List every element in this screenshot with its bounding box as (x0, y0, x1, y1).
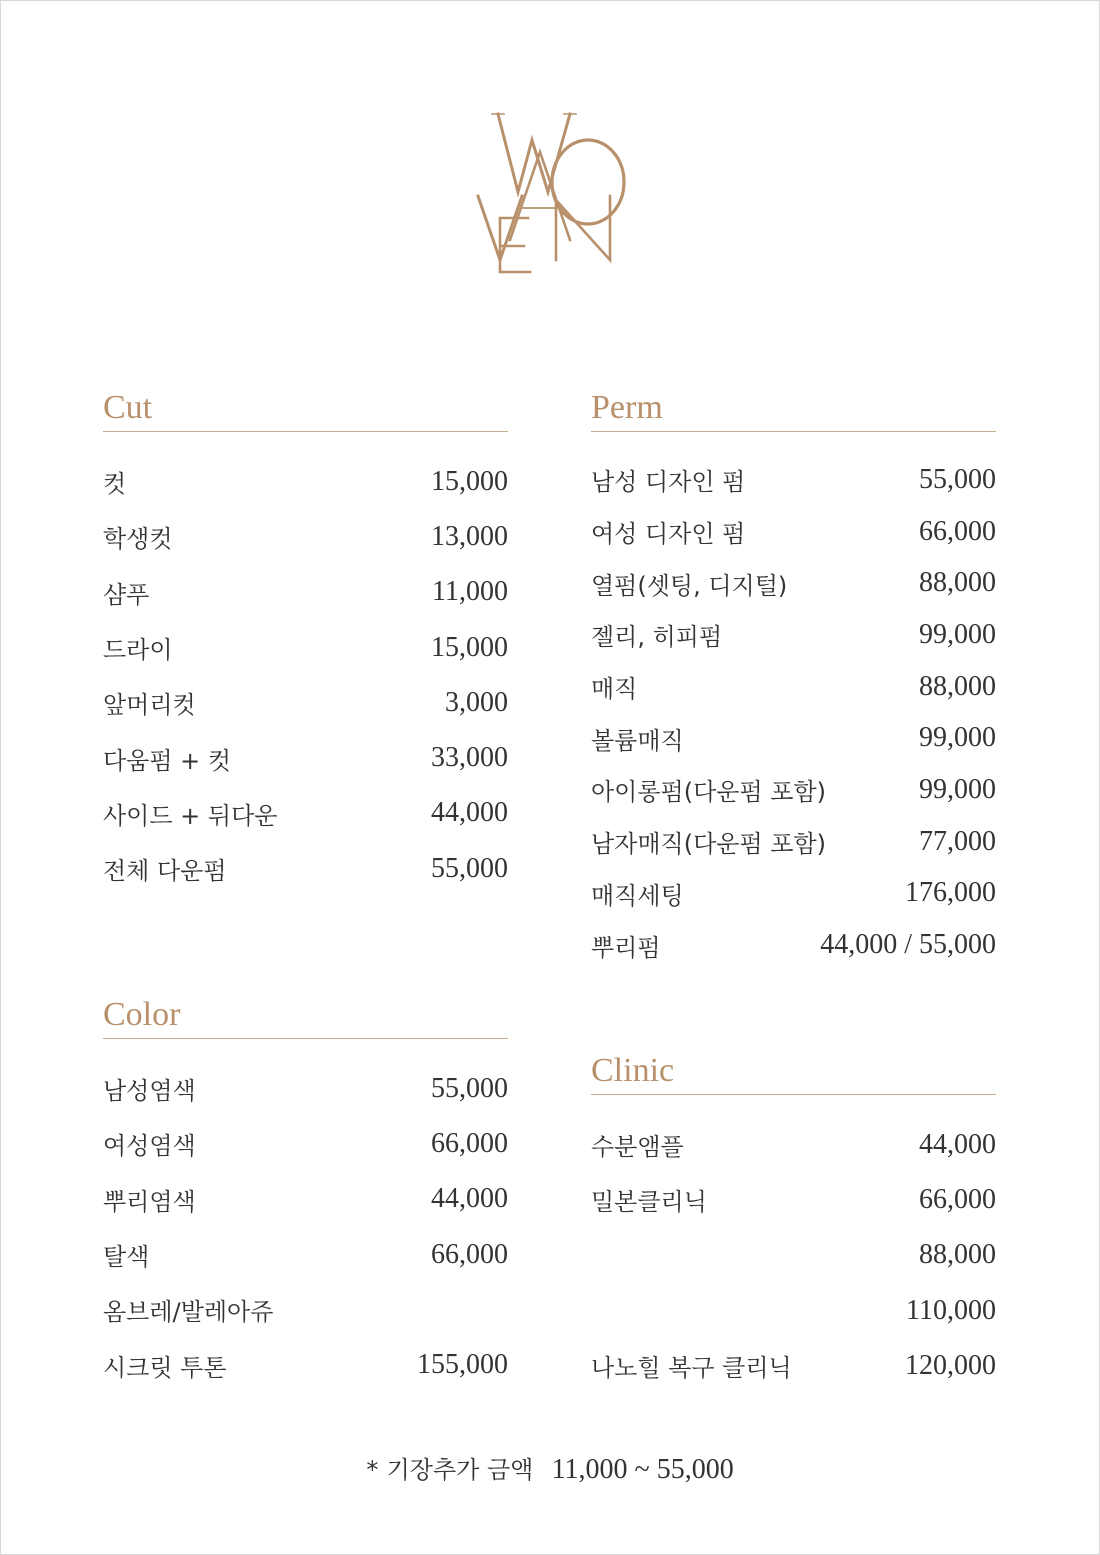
service-price: 44,000 / 55,000 (820, 929, 996, 961)
price-row (591, 868, 996, 920)
price-row (103, 1227, 508, 1282)
service-price: 88,000 (919, 567, 996, 599)
price-row (103, 620, 508, 675)
color-section (103, 992, 508, 1393)
service-price: 120,000 (905, 1349, 996, 1381)
woven-logo-mark (470, 100, 640, 290)
price-row (591, 1228, 996, 1283)
price-row (591, 1117, 996, 1172)
section-title-clinic: Clinic (591, 1052, 675, 1089)
service-name: 옴브레/발레아쥬 (103, 1298, 274, 1327)
price-row (591, 816, 996, 868)
price-row (103, 1061, 508, 1116)
section-title-perm: Perm (591, 389, 663, 426)
service-name: 매직세팅 (591, 881, 684, 910)
service-name: 뿌리펌 (591, 933, 661, 962)
service-name: 학생컷 (103, 525, 173, 554)
service-name: 샴푸 (103, 580, 150, 609)
footnote-price-range: 11,000 ~ 55,000 (551, 1454, 734, 1485)
service-name: 볼륨매직 (591, 726, 684, 755)
service-name: 전체 다운펌 (103, 857, 227, 886)
service-name: 여성 디자인 펌 (591, 520, 746, 549)
service-price: 88,000 (919, 670, 996, 702)
service-price: 55,000 (431, 1072, 508, 1104)
service-name: 다움펌 + 컷 (103, 746, 232, 775)
service-price: 13,000 (431, 520, 508, 552)
price-row (103, 675, 508, 730)
service-price: 176,000 (905, 877, 996, 909)
service-price: 44,000 (919, 1128, 996, 1160)
service-price: 11,000 (432, 576, 508, 608)
service-name: 남성 디자인 펌 (591, 468, 746, 497)
price-row (591, 919, 996, 971)
cut-section (103, 385, 508, 896)
service-name: 수분앰플 (591, 1133, 684, 1162)
service-name: 아이롱펌(다운펌 포함) (591, 778, 827, 807)
service-name: 젤리, 히피펌 (591, 623, 723, 652)
service-name: 시크릿 투톤 (103, 1353, 227, 1382)
price-row (103, 454, 508, 509)
service-name: 남성염색 (103, 1077, 196, 1106)
service-name: 여성염색 (103, 1132, 196, 1161)
section-divider (103, 1038, 508, 1039)
service-name: 드라이 (103, 636, 173, 665)
brand-logo (470, 100, 640, 290)
price-row (591, 764, 996, 816)
service-name: 남자매직(다운펌 포함) (591, 830, 827, 859)
service-price: 3,000 (445, 686, 508, 718)
price-row (591, 609, 996, 661)
service-price: 99,000 (919, 773, 996, 805)
service-name: 사이드 + 뒤다운 (103, 801, 278, 830)
service-price: 77,000 (919, 825, 996, 857)
price-row (103, 1282, 508, 1337)
length-surcharge-note (0, 1450, 1100, 1486)
price-row (103, 786, 508, 841)
price-row (591, 506, 996, 558)
service-price: 155,000 (417, 1349, 508, 1381)
clinic-section (591, 1048, 996, 1393)
price-list (103, 1061, 508, 1393)
price-row (591, 1172, 996, 1227)
service-name: 탈색 (103, 1243, 150, 1272)
price-row (591, 661, 996, 713)
price-list (591, 454, 996, 971)
service-price: 99,000 (919, 618, 996, 650)
service-price: 15,000 (431, 465, 508, 497)
price-row (591, 712, 996, 764)
service-price: 33,000 (431, 742, 508, 774)
price-row (103, 1116, 508, 1171)
section-title-cut: Cut (103, 389, 153, 426)
service-name: 나노힐 복구 클리닉 (591, 1354, 792, 1383)
price-row (103, 1337, 508, 1392)
price-row (591, 1338, 996, 1393)
service-name: 앞머리컷 (103, 691, 196, 720)
footnote-label: 기장추가 금액 (386, 1456, 534, 1484)
service-price: 55,000 (431, 852, 508, 884)
price-list (103, 454, 508, 896)
price-row (103, 1172, 508, 1227)
service-price: 66,000 (431, 1127, 508, 1159)
footnote-asterisk: * (366, 1456, 379, 1484)
service-price: 88,000 (919, 1239, 996, 1271)
price-row (103, 841, 508, 896)
price-row (103, 509, 508, 564)
service-name: 열펌(셋팅, 디지털) (591, 571, 788, 600)
service-name: 매직 (591, 675, 638, 704)
price-row (591, 1283, 996, 1338)
service-price: 66,000 (919, 515, 996, 547)
price-list (591, 1117, 996, 1393)
service-name: 뿌리염색 (103, 1187, 196, 1216)
price-row (103, 565, 508, 620)
price-row (103, 730, 508, 785)
service-price: 66,000 (919, 1183, 996, 1215)
service-price: 44,000 (431, 1183, 508, 1215)
price-row (591, 557, 996, 609)
section-divider (591, 1094, 996, 1095)
service-price: 110,000 (906, 1294, 996, 1326)
section-divider (103, 431, 508, 432)
service-price: 44,000 (431, 797, 508, 829)
service-name: 컷 (103, 470, 127, 499)
service-name: 밀본클리닉 (591, 1188, 707, 1217)
section-title-color: Color (103, 996, 181, 1033)
perm-section (591, 385, 996, 971)
service-price: 66,000 (431, 1238, 508, 1270)
section-divider (591, 431, 996, 432)
service-price: 55,000 (919, 463, 996, 495)
service-price: 15,000 (431, 631, 508, 663)
service-price: 99,000 (919, 722, 996, 754)
price-row (591, 454, 996, 506)
